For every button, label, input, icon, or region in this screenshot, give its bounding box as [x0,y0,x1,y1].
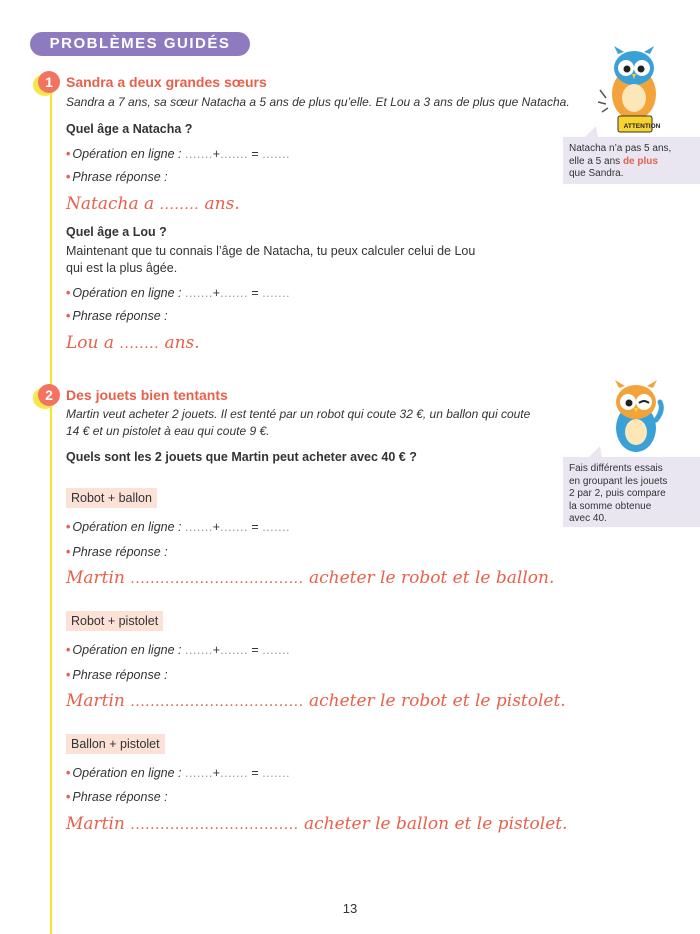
answer-option-1 [66,568,554,588]
blank: ........ [159,197,200,213]
tip-line: en groupant les jouets [569,475,668,487]
answer-natacha [66,194,240,214]
operation-line-4 [66,643,290,657]
blank: ....... [184,286,213,300]
bullet-dot: • [66,790,71,804]
bullet-dot: • [66,286,71,300]
problem-2-intro-line-2: 14 € et un pistolet à eau qui coute 9 €. [66,424,270,438]
problem-1-intro-2-line-1: Maintenant que tu connais l’âge de Natacha, tu peux calculer celui de Lou [66,244,476,258]
question-text: que Martin peut acheter avec [202,450,382,464]
blank: ....... [220,147,248,161]
problem-1-intro-2-line-2: qui est la plus âgée. [66,261,178,275]
operation-line-2 [66,286,290,300]
answer-label-1 [66,170,168,184]
plus-sign: + [212,766,221,780]
tip-line: Fais différents essais [569,463,663,474]
plus-sign: + [212,520,221,534]
answer-label: Phrase réponse : [72,790,168,804]
answer-text: acheter le ballon et le pistolet. [304,814,568,834]
answer-label: Phrase réponse : [72,170,168,184]
question-jouets [66,450,417,464]
bullet-dot: • [66,668,71,682]
bullet-dot: • [66,643,71,657]
equals-sign: = [251,766,259,780]
blank: ................................... [130,571,304,587]
blank: ....... [184,520,213,534]
blank: ....... [262,766,291,780]
answer-label-2 [66,309,168,323]
problem-1-title: Sandra a deux grandes sœurs [66,74,267,90]
operation-line-5 [66,766,290,780]
blank: ....... [220,643,248,657]
option-tag-2: Robot + pistolet [66,611,163,631]
problem-number-1: 1 [38,71,60,93]
blank: ....... [220,520,248,534]
equals-sign: = [251,520,259,534]
blank: ....... [184,766,213,780]
tip-line: 2 par 2, puis compare [569,488,666,499]
tip-line: avec 40. [569,513,607,524]
answer-label: Phrase réponse : [72,309,168,323]
tip-line [569,156,694,169]
op-label: Opération en ligne : [72,643,182,657]
problem-2-title: Des jouets bien tentants [66,387,228,403]
equals-sign: = [251,286,259,300]
blank: ................................... [130,694,304,710]
answer-label-5 [66,790,168,804]
answer-lou [66,333,200,353]
page-number: 13 [342,901,358,916]
answer-label: Phrase réponse : [72,668,168,682]
plus-sign: + [212,147,221,161]
bullet-dot: • [66,309,71,323]
tip-box-1 [563,137,700,184]
blank: ....... [220,766,248,780]
question-text: 40 € [381,450,406,464]
answer-text: Martin [66,691,125,711]
answer-label-4 [66,668,168,682]
tip-line: la somme obtenue [569,500,652,512]
blank: .................................. [130,817,299,833]
plus-sign: + [212,643,221,657]
answer-text: ans. [164,333,200,353]
op-label: Opération en ligne : [72,147,182,161]
bullet-dot: • [66,520,71,534]
operation-line-1 [66,147,290,161]
problem-2-intro-line-1: Martin veut acheter 2 jouets. Il est tenté par un robot qui coute 32 €, un ballon qui coute [66,407,531,421]
blank: ....... [184,643,213,657]
blank: ....... [220,286,248,300]
answer-text: acheter le robot et le pistolet. [308,691,566,711]
blank: ....... [262,286,291,300]
blank: ....... [262,147,291,161]
answer-text: Martin [66,568,125,588]
blank: ....... [262,520,291,534]
answer-text: ans. [204,194,240,214]
op-label: Opération en ligne : [72,520,182,534]
equals-sign: = [251,147,259,161]
bullet-dot: • [66,147,71,161]
problem-1-intro: Sandra a 7 ans, sa sœur Natacha a 5 ans de plus qu’elle. Et Lou a 3 ans de plus que Natacha. [66,95,570,109]
attention-badge: ATTENTION [623,123,661,130]
tip-text: elle a 5 ans [569,155,623,167]
blank: ....... [184,147,213,161]
tip-box-2 [563,457,700,527]
answer-text: Lou a [66,333,115,353]
blank: ........ [119,336,160,352]
answer-text: acheter le robot et le ballon. [308,568,555,588]
option-tag-1: Robot + ballon [66,488,157,508]
margin-line [50,78,52,934]
op-label: Opération en ligne : [72,766,182,780]
question-text: Quels sont les [66,450,155,464]
answer-option-2 [66,691,566,711]
owl-wink-icon [606,380,666,456]
problem-number-2: 2 [38,384,60,406]
bullet-dot: • [66,766,71,780]
equals-sign: = [251,643,259,657]
answer-text: Natacha a [66,194,155,214]
plus-sign: + [212,286,221,300]
question-text: ? [405,450,417,464]
answer-label-3 [66,545,168,559]
question-text: 2 jouets [154,450,203,464]
option-tag-3: Ballon + pistolet [66,734,165,754]
question-lou: Quel âge a Lou ? [66,225,167,239]
tip-emphasis: de plus [622,155,658,167]
question-natacha: Quel âge a Natacha ? [66,122,193,136]
answer-option-3 [66,814,568,834]
blank: ....... [262,643,291,657]
answer-text: Martin [66,814,125,834]
section-title: PROBLÈMES GUIDÉS [30,32,250,56]
operation-line-3 [66,520,290,534]
tip-line: que Sandra. [569,168,624,179]
op-label: Opération en ligne : [72,286,182,300]
tip-line: Natacha n’a pas 5 ans, [569,143,672,154]
answer-label: Phrase réponse : [72,545,168,559]
bullet-dot: • [66,170,71,184]
bullet-dot: • [66,545,71,559]
